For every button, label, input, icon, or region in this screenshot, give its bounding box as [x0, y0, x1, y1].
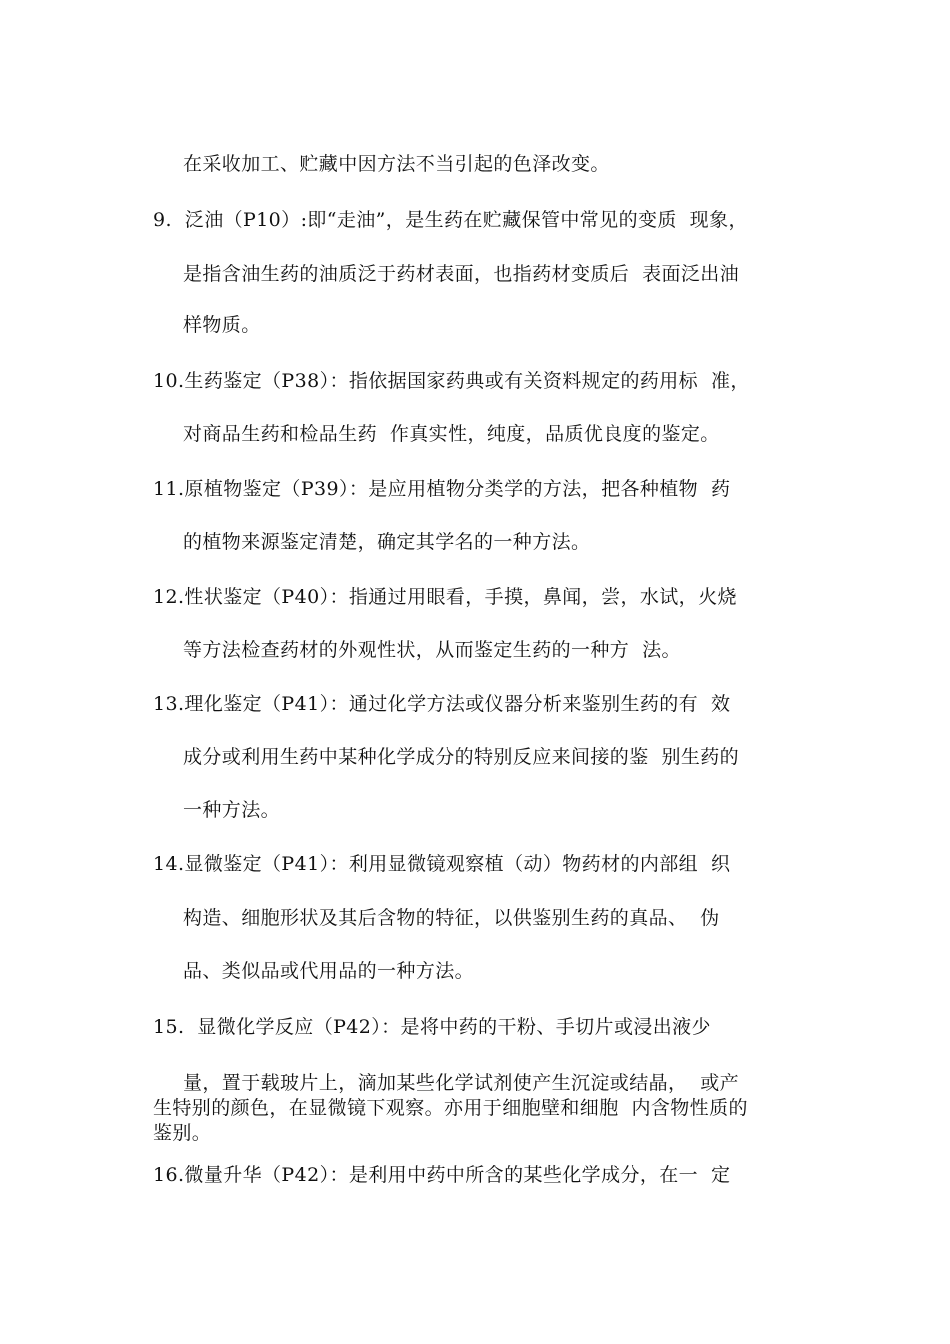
item-11-heading: 11.原植物鉴定（P39）：是应用植物分类学的方法，把各种植物 药 — [153, 478, 731, 500]
item-13-heading: 13.理化鉴定（P41）：通过化学方法或仪器分析来鉴别生药的有 效 — [153, 693, 731, 715]
text-line: 量，置于载玻片上，滴加某些化学试剂使产生沉淀或结晶， 或产 — [183, 1072, 740, 1094]
text-line: 生特别的颜色，在显微镜下观察。亦用于细胞壁和细胞 内含物性质的 — [153, 1097, 748, 1119]
text-line: 样物质。 — [183, 314, 261, 336]
text-line: 成分或利用生药中某种化学成分的特别反应来间接的鉴 别生药的 — [183, 746, 740, 768]
text-line: 鉴别。 — [153, 1122, 212, 1144]
text-line: 是指含油生药的油质泛于药材表面，也指药材变质后 表面泛出油 — [183, 263, 740, 285]
text-line: 对商品生药和检品生药 作真实性，纯度，品质优良度的鉴定。 — [183, 423, 720, 445]
item-16-heading: 16.微量升华（P42）：是利用中药中所含的某些化学成分，在一 定 — [153, 1164, 731, 1186]
text-line: 一种方法。 — [183, 799, 281, 821]
item-12-heading: 12.性状鉴定（P40）：指通过用眼看，手摸，鼻闻，尝，水试，火烧 — [153, 586, 737, 608]
text-line: 等方法检查药材的外观性状，从而鉴定生药的一种方 法。 — [183, 639, 681, 661]
text-line: 的植物来源鉴定清楚，确定其学名的一种方法。 — [183, 531, 591, 553]
item-9-heading: 9. 泛油（P10）:即“走油”，是生药在贮藏保管中常见的变质 现象， — [153, 209, 748, 231]
item-14-heading: 14.显微鉴定（P41）：利用显微镜观察植（动）物药材的内部组 织 — [153, 853, 731, 875]
item-10-heading: 10.生药鉴定（P38）：指依据国家药典或有关资料规定的药用标 准， — [153, 370, 750, 392]
text-line: 在采收加工、贮藏中因方法不当引起的色泽改变。 — [183, 153, 610, 175]
text-line: 品、类似品或代用品的一种方法。 — [183, 960, 475, 982]
text-line: 构造、细胞形状及其后含物的特征，以供鉴别生药的真品、 伪 — [183, 907, 720, 929]
item-15-heading: 15. 显微化学反应（P42）：是将中药的干粉、手切片或浸出液少 — [153, 1016, 711, 1038]
